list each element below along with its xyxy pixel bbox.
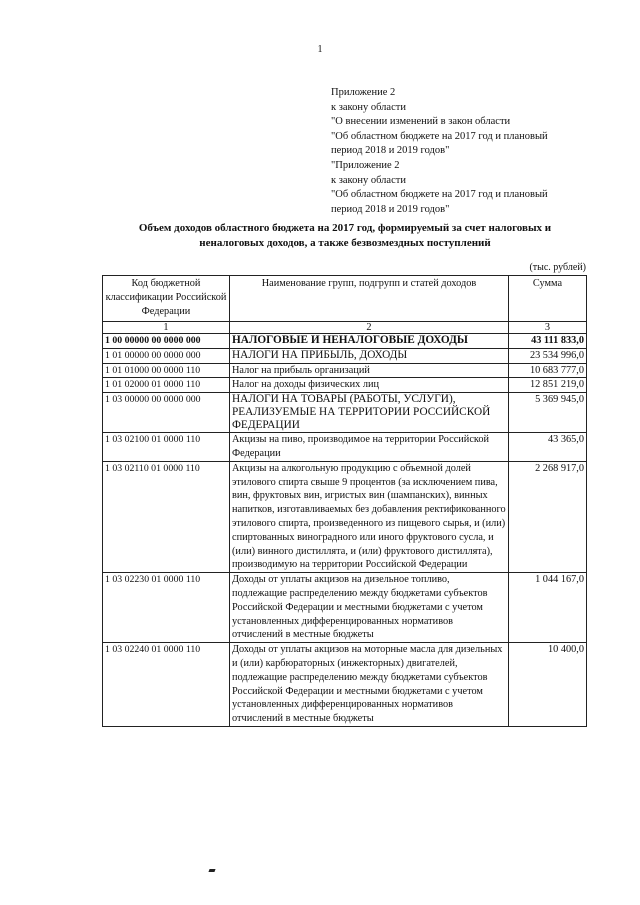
row-code: 1 01 00000 00 0000 000	[103, 348, 230, 363]
table-row	[103, 643, 587, 727]
header-code: Код бюджетной классификации Российской Федерации	[103, 276, 230, 322]
row-sum: 2 268 917,0	[509, 461, 587, 572]
table-row	[103, 334, 587, 349]
table-row	[103, 393, 587, 433]
appendix-line: "О внесении изменений в закон области	[331, 116, 511, 128]
row-name: НАЛОГОВЫЕ И НЕНАЛОГОВЫЕ ДОХОДЫ	[230, 334, 509, 349]
row-code: 1 03 02230 01 0000 110	[103, 573, 230, 643]
row-name: Налог на прибыль организаций	[230, 363, 509, 378]
appendix-header	[331, 86, 548, 217]
table-row	[103, 378, 587, 393]
table-row	[103, 573, 587, 643]
appendix-line: "Об областном бюджете на 2017 год и плановый	[331, 130, 548, 142]
row-name: НАЛОГИ НА ПРИБЫЛЬ, ДОХОДЫ	[230, 348, 509, 363]
header-name: Наименование групп, подгрупп и статей доходов	[230, 276, 509, 322]
row-sum: 10 683 777,0	[509, 363, 587, 378]
row-name: Акцизы на алкогольную продукцию с объемной долей этилового спирта свыше 9 процентов (за исключением пива, вин, фруктовых вин, игристых вин (шампанских), винных напитков, изготавливаемых без добавления ректификованного этилового спирта, произведенного из пищевого сырья, и (или) спиртованных виноградного или иного фруктового сусла, и (или) винного дистиллята, и (или) фруктового дистиллята), производимую на территории Российской Федерации	[230, 461, 509, 572]
row-code: 1 01 02000 01 0000 110	[103, 378, 230, 393]
row-name: Доходы от уплаты акцизов на моторные масла для дизельных и (или) карбюраторных (инжекторных) двигателей, подлежащие распределению между бюджетами субъектов Российской Федерации и местными бюджетами с учетом установленных дифференцированных нормативов отчислений в местные бюджеты	[230, 643, 509, 727]
appendix-line: Приложение 2	[331, 87, 396, 98]
row-sum: 12 851 219,0	[509, 378, 587, 393]
column-number: 3	[509, 322, 587, 334]
ink-mark	[208, 869, 215, 872]
table-row	[103, 433, 587, 462]
appendix-line: к закону области	[331, 174, 406, 186]
table-header-row	[103, 276, 587, 322]
row-sum: 43 111 833,0	[509, 334, 587, 349]
header-sum: Сумма	[509, 276, 587, 322]
appendix-line: к закону области	[331, 101, 406, 113]
row-name: Налог на доходы физических лиц	[230, 378, 509, 393]
row-code: 1 03 02240 01 0000 110	[103, 643, 230, 727]
row-code: 1 00 00000 00 0000 000	[103, 334, 230, 349]
row-code: 1 03 02110 01 0000 110	[103, 461, 230, 572]
column-number: 1	[103, 322, 230, 334]
title-line-1: Объем доходов областного бюджета на 2017 год, формируемый за счет налоговых и	[138, 222, 552, 234]
appendix-line: период 2018 и 2019 годов"	[331, 203, 450, 215]
row-sum: 10 400,0	[509, 643, 587, 727]
row-sum: 23 534 996,0	[509, 348, 587, 363]
page-number: 1	[317, 44, 323, 55]
table-row	[103, 363, 587, 378]
row-name: НАЛОГИ НА ТОВАРЫ (РАБОТЫ, УСЛУГИ), РЕАЛИЗУЕМЫЕ НА ТЕРРИТОРИИ РОССИЙСКОЙ ФЕДЕРАЦИИ	[230, 393, 509, 433]
appendix-line: "Приложение 2	[331, 159, 400, 171]
column-number-row	[103, 322, 587, 334]
row-sum: 5 369 945,0	[509, 393, 587, 433]
appendix-line: "Об областном бюджете на 2017 год и плановый	[331, 189, 548, 201]
row-name: Акцизы на пиво, производимое на территории Российской Федерации	[230, 433, 509, 462]
row-name: Доходы от уплаты акцизов на дизельное топливо, подлежащие распределению между бюджетами субъектов Российской Федерации и местными бюджетами с учетом установленных дифференцированных нормативов отчислений в местные бюджеты	[230, 573, 509, 643]
title-line-2: неналоговых доходов, а также безвозмездных поступлений	[199, 237, 491, 249]
table-row	[103, 348, 587, 363]
income-table	[102, 275, 587, 727]
units-label: (тыс. рублей)	[529, 262, 586, 273]
row-code: 1 03 02100 01 0000 110	[103, 433, 230, 462]
table-row	[103, 461, 587, 572]
row-code: 1 01 01000 00 0000 110	[103, 363, 230, 378]
row-code: 1 03 00000 00 0000 000	[103, 393, 230, 433]
column-number: 2	[230, 322, 509, 334]
appendix-line: период 2018 и 2019 годов"	[331, 145, 450, 157]
row-sum: 43 365,0	[509, 433, 587, 462]
document-title	[100, 221, 590, 251]
row-sum: 1 044 167,0	[509, 573, 587, 643]
